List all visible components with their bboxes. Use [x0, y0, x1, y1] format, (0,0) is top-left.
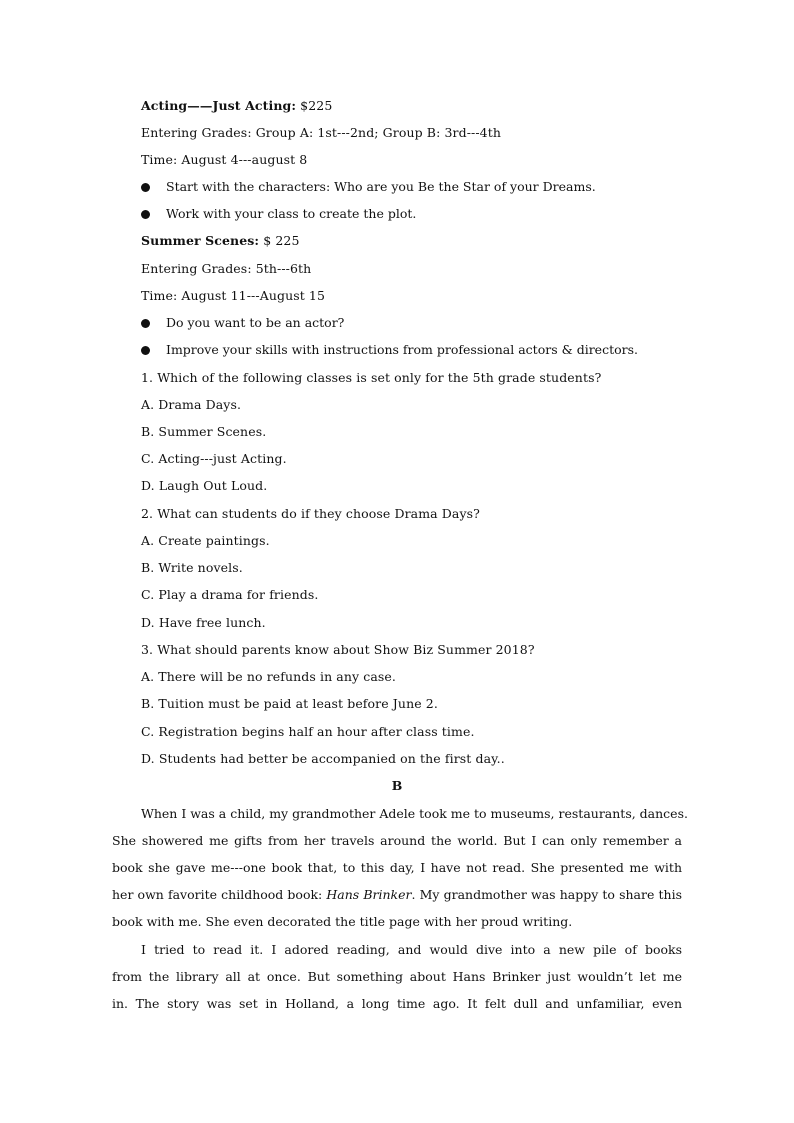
passage-p2-line-1: I tried to read it. I adored reading, and would dive into a new pile of books — [141, 942, 682, 957]
question-2-option-b: B. Write novels. — [141, 560, 243, 575]
passage-p1-line-3: book she gave me---one book that, to this day, I have not read. She presented me with — [112, 860, 682, 875]
bullet-icon — [141, 210, 150, 219]
acting-heading — [141, 98, 332, 114]
summer-heading — [141, 233, 300, 249]
question-1-option-c: C. Acting---just Acting. — [141, 451, 287, 466]
summer-time: Time: August 11---August 15 — [141, 288, 326, 303]
question-3-stem: 3. What should parents know about Show Biz Summer 2018? — [141, 642, 535, 657]
section-b-heading: B — [391, 778, 403, 793]
bullet-icon — [141, 183, 150, 192]
acting-title: Acting——Just Acting: — [141, 98, 297, 113]
acting-bullet-2 — [141, 206, 416, 222]
summer-bullet-text: Improve your skills with instructions from professional actors & directors. — [166, 342, 638, 357]
question-3-option-b: B. Tuition must be paid at least before June 2. — [141, 696, 438, 711]
bullet-icon — [141, 346, 150, 355]
passage-p1-line-4 — [112, 887, 682, 903]
summer-price: $ 225 — [259, 233, 300, 248]
bullet-icon — [141, 319, 150, 328]
summer-bullet-2 — [141, 342, 638, 358]
question-2-option-d: D. Have free lunch. — [141, 615, 266, 630]
acting-time: Time: August 4---august 8 — [141, 152, 308, 167]
passage-text: her own favorite childhood book: — [112, 887, 327, 902]
book-title: Hans Brinker — [326, 887, 412, 902]
question-3-option-d: D. Students had better be accompanied on the first day.. — [141, 751, 505, 766]
summer-bullet-1 — [141, 315, 344, 331]
passage-p1-line-5: book with me. She even decorated the title page with her proud writing. — [112, 914, 573, 929]
question-1-stem: 1. Which of the following classes is set only for the 5th grade students? — [141, 370, 602, 385]
acting-bullet-1 — [141, 179, 596, 195]
question-1-option-a: A. Drama Days. — [141, 397, 242, 412]
summer-grades: Entering Grades: 5th---6th — [141, 261, 312, 276]
passage-p2-line-2: from the library all at once. But something about Hans Brinker just wouldn’t let me — [112, 969, 682, 984]
question-3-option-c: C. Registration begins half an hour after class time. — [141, 724, 475, 739]
passage-p1-line-1: When I was a child, my grandmother Adele took me to museums, restaurants, dances. — [141, 806, 688, 821]
passage-p2-line-3: in. The story was set in Holland, a long time ago. It felt dull and unfamiliar, even — [112, 996, 682, 1011]
question-2-option-c: C. Play a drama for friends. — [141, 587, 319, 602]
question-1-option-b: B. Summer Scenes. — [141, 424, 267, 439]
question-1-option-d: D. Laugh Out Loud. — [141, 478, 268, 493]
question-2-option-a: A. Create paintings. — [141, 533, 270, 548]
question-2-stem: 2. What can students do if they choose Drama Days? — [141, 506, 480, 521]
passage-text: . My grandmother was happy to share this — [411, 887, 682, 902]
acting-price: $225 — [296, 98, 333, 113]
acting-grades: Entering Grades: Group A: 1st---2nd; Group B: 3rd---4th — [141, 125, 501, 140]
acting-bullet-text: Work with your class to create the plot. — [166, 206, 417, 221]
summer-title: Summer Scenes: — [141, 233, 260, 248]
passage-p1-line-2: She showered me gifts from her travels around the world. But I can only remember a — [112, 833, 682, 848]
summer-bullet-text: Do you want to be an actor? — [166, 315, 345, 330]
question-3-option-a: A. There will be no refunds in any case. — [141, 669, 396, 684]
acting-bullet-text: Start with the characters: Who are you Be the Star of your Dreams. — [166, 179, 596, 194]
